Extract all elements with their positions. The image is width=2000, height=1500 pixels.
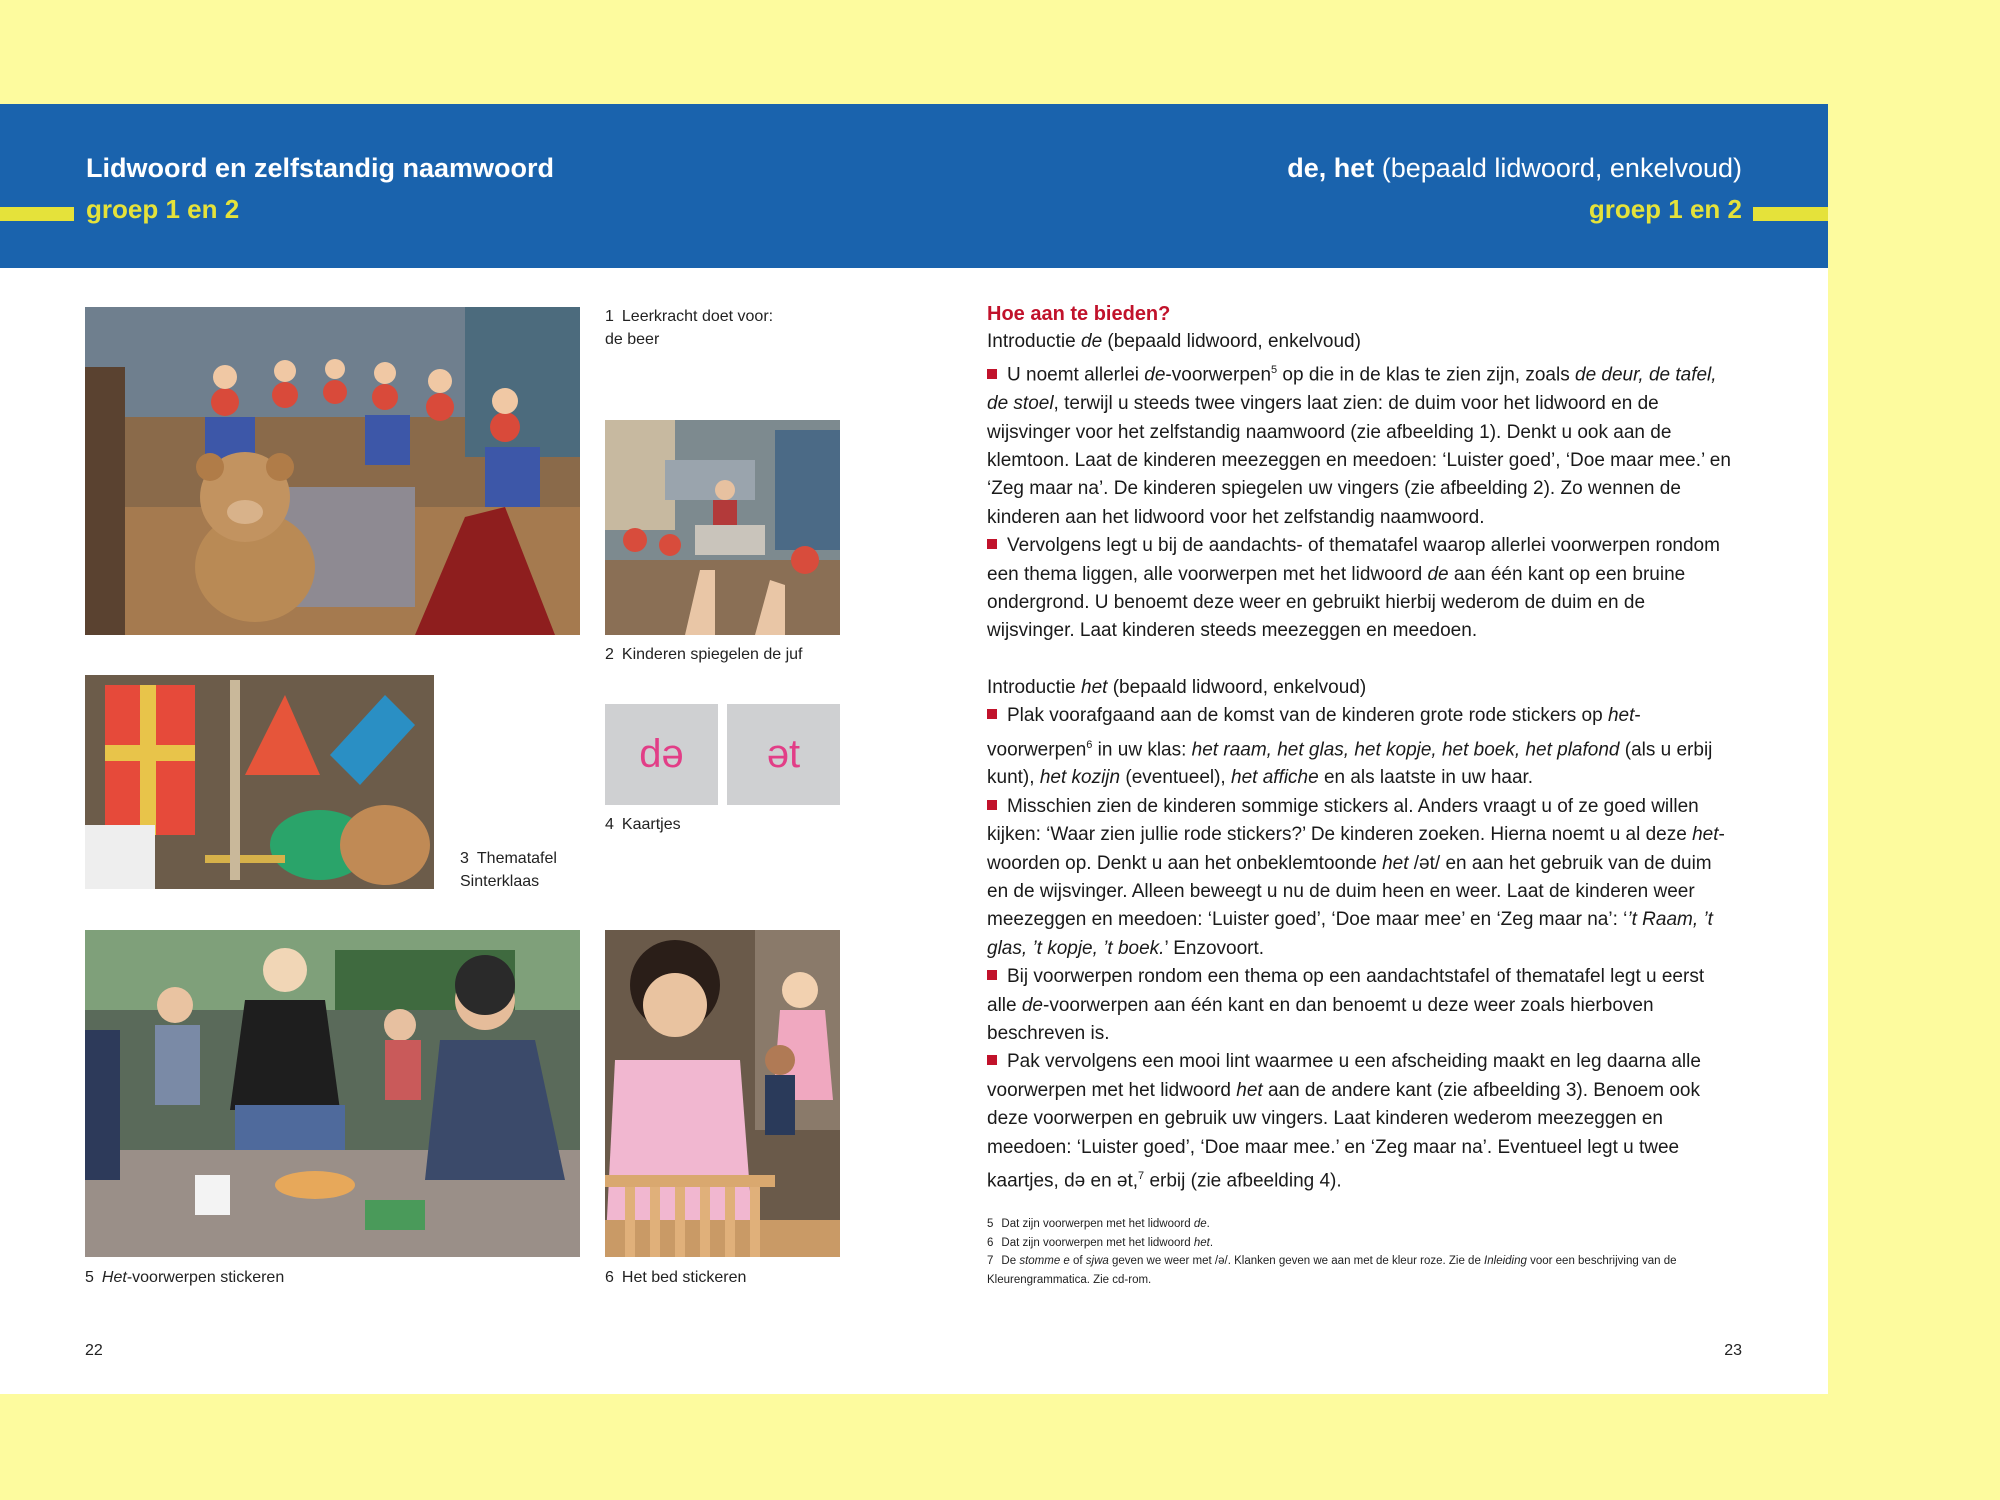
text-em: de (1193, 1218, 1207, 1230)
paragraph-gap (987, 646, 1735, 674)
text-em: stomme e (1019, 1255, 1070, 1267)
text: Vervolgens legt u bij de aandachts- of thematafel waarop allerlei voorwerpen rondom een thema liggen, alle voorwerpen met het lidwoord (987, 535, 1720, 585)
text: . (1206, 1218, 1210, 1230)
photo-teacher-bear (85, 307, 580, 635)
text: ’ Enzovoort. (1164, 937, 1265, 959)
text: geven we weer met /ə/. Klanken geven we aan met de kleur roze. Zie de (1108, 1255, 1485, 1267)
left-header-subtitle: groep 1 en 2 (86, 194, 240, 224)
photo-theme-table (85, 675, 434, 889)
caption-number: 6 (605, 1269, 614, 1286)
footnotes (987, 1215, 1735, 1289)
section-heading: Hoe aan te bieden? (987, 303, 1171, 325)
paragraph-2 (987, 532, 1735, 646)
text: -voorwerpen aan één kant en dan benoemt u deze weer zoals hierboven beschreven is. (987, 994, 1654, 1044)
footnote-ref: 7 (1138, 1170, 1145, 1183)
intro-de (987, 328, 1735, 356)
caption-1 (605, 305, 773, 351)
intro-het (987, 674, 1735, 702)
text: U noemt allerlei (1007, 364, 1145, 386)
left-accent-stripe (0, 207, 74, 221)
text: voor een beschrijving van de Kleurengrammatica. Zie cd-rom. (987, 1255, 1677, 1286)
bullet-square (987, 970, 997, 980)
right-title-bold: de, het (1287, 153, 1375, 183)
text: op die in de klas te zien zijn, zoals (1277, 364, 1575, 386)
text-em: het (1081, 676, 1108, 698)
right-accent-stripe (1753, 207, 1828, 221)
caption-number: 2 (605, 646, 614, 663)
left-header-title: Lidwoord en zelfstandig naamwoord (86, 153, 555, 183)
caption-text: Leerkracht doet voor: (621, 308, 774, 325)
text: Bij voorwerpen rondom een thema op een aandachtstafel of thematafel legt u eerst alle (987, 966, 1705, 1016)
bullet-square (987, 369, 997, 379)
bullet-square (987, 539, 997, 549)
caption-text: Kinderen spiegelen de juf (621, 646, 803, 663)
photo-bed-stickers (605, 930, 840, 1257)
text-em: de (1021, 994, 1043, 1016)
text: -voorwerpen (987, 705, 1641, 760)
text: en als laatste in uw haar. (1318, 767, 1534, 789)
text: (eventueel), (1120, 767, 1231, 789)
text: -voorwerpen (1165, 364, 1272, 386)
footnote-number: 5 (987, 1218, 994, 1230)
paragraph-6 (987, 1048, 1735, 1195)
text: Dat zijn voorwerpen met het lidwoord (1001, 1218, 1194, 1230)
text-em: sjwa (1085, 1255, 1109, 1267)
text-em: Inleiding (1484, 1255, 1527, 1267)
bullet-square (987, 709, 997, 719)
text-em: de (1427, 563, 1449, 585)
text-em: het (1382, 852, 1409, 874)
text: of (1069, 1255, 1086, 1267)
footnote-number: 6 (987, 1236, 994, 1249)
caption-number: 5 (85, 1269, 94, 1286)
footnote-7 (987, 1252, 1735, 1289)
caption-text: Het bed stickeren (621, 1269, 747, 1286)
text: erbij (zie afbeelding 4). (1144, 1170, 1342, 1192)
card-de: də (605, 704, 718, 805)
footnote-ref: 6 (1086, 738, 1093, 751)
right-header-title (1287, 153, 1742, 184)
paragraph-4 (987, 793, 1735, 963)
text: Pak vervolgens een mooi lint waarmee u een afscheiding maakt en leg daarna alle voorwerpen met het lidwoord (987, 1051, 1701, 1101)
caption-2 (605, 643, 802, 666)
text-em: het affiche (1231, 767, 1319, 789)
page-number-right: 23 (1724, 1342, 1742, 1359)
footnote-number: 7 (987, 1255, 994, 1267)
caption-number: 4 (605, 816, 614, 833)
text: Introductie (987, 676, 1081, 698)
text: Introductie (987, 331, 1081, 352)
photo-het-stickers (85, 930, 580, 1257)
text-em: het raam, het glas, het kopje, het boek, het plafond (1191, 738, 1620, 760)
caption-6 (605, 1266, 746, 1289)
text: aan één kant op een bruine ondergrond. U benoemt deze weer en gebruikt hierbij wederom de duim en de wijsvinger. Laat kinderen steeds meezeggen en meedoen. (987, 563, 1686, 642)
caption-5 (85, 1266, 284, 1289)
text: aan de andere kant (zie afbeelding 3). Benoem ook deze voorwerpen en gebruik uw vingers. Laat kinderen wederom meezeggen en meedoen: ‘Luister goed’, ‘Doe maar mee.’ en ‘Zeg maar na’. Eventueel legt u twee kaartjes, də en ət, (987, 1079, 1700, 1192)
text: (bepaald lidwoord, enkelvoud) (1107, 676, 1367, 698)
caption-text-em: Het (101, 1269, 127, 1286)
paragraph-1 (987, 356, 1735, 532)
text-em: het kozijn (1039, 767, 1121, 789)
text-em: het (1692, 824, 1719, 846)
caption-text: Thematafel (476, 850, 557, 867)
caption-number: 1 (605, 308, 614, 325)
footnote-ref: 5 (1271, 364, 1278, 377)
photo-children-mirror (605, 420, 840, 635)
text-em: ’t Raam, ’t glas, ’t kopje, ’t boek. (987, 909, 1713, 959)
right-title-rest: (bepaald lidwoord, enkelvoud) (1374, 153, 1742, 183)
text: Plak voorafgaand aan de komst van de kinderen grote rode stickers op (1007, 705, 1608, 727)
bullet-square (987, 800, 997, 810)
caption-text-line2: Sinterklaas (460, 873, 540, 890)
paragraph-3 (987, 702, 1735, 793)
text: /ət/ en aan het gebruik van de duim en de wijsvinger. Alleen beweegt u nu de duim heen en weer. Laat de kinderen weer meezeggen en meedoen: ‘Luister goed’, ‘Doe maar mee’ en ‘Zeg maar na’: ‘ (987, 852, 1712, 931)
caption-number: 3 (460, 850, 469, 867)
paragraph-5 (987, 963, 1735, 1048)
caption-3 (460, 847, 557, 893)
text-em: de (1144, 364, 1166, 386)
text-em: het (1236, 1079, 1263, 1101)
text-em: de (1081, 331, 1103, 352)
text: . (1209, 1236, 1214, 1249)
body-text (987, 300, 1735, 1196)
caption-text: Kaartjes (621, 816, 681, 833)
page-number-left: 22 (85, 1342, 103, 1359)
text: (bepaald lidwoord, enkelvoud) (1102, 331, 1361, 352)
card-het: ət (727, 704, 840, 805)
text: (als u erbij kunt), (987, 738, 1713, 789)
right-header-subtitle: groep 1 en 2 (1588, 194, 1742, 224)
text: in uw klas: (1092, 738, 1192, 760)
text: Misschien zien de kinderen sommige stickers al. Anders vraagt u of ze goed willen kijken: ‘Waar zien jullie rode stickers?’ De kinderen zoeken. Hierna noemt u al deze (987, 795, 1699, 846)
text: De (1001, 1255, 1020, 1267)
bullet-square (987, 1055, 997, 1065)
text-em: het (1607, 705, 1635, 727)
footnote-5 (987, 1215, 1735, 1234)
text: Dat zijn voorwerpen met het lidwoord (1001, 1236, 1194, 1249)
footnote-6 (987, 1234, 1735, 1253)
text: , terwijl u steeds twee vingers laat zien: de duim voor het lidwoord en de wijsvinger voor het zelfstandig naamwoord (zie afbeelding 1). Denkt u ook aan de klemtoon. Laat de kinderen meezeggen en meedoen: ‘Luister goed’, ‘Doe maar mee.’ en ‘Zeg maar na’. De kinderen spiegelen uw vingers (zie afbeelding 2). Zo wennen de kinderen aan het lidwoord voor het zelfstandig naamwoord. (987, 393, 1731, 528)
header-band (0, 104, 1828, 268)
text: -woorden op. Denkt u aan het onbeklemtoonde (987, 824, 1725, 874)
caption-text-line2: de beer (605, 331, 660, 348)
caption-text: -voorwerpen stickeren (126, 1269, 285, 1286)
caption-4 (605, 813, 681, 836)
text-em: het (1193, 1236, 1210, 1249)
text-em: de deur, de tafel, de stoel (987, 364, 1717, 415)
